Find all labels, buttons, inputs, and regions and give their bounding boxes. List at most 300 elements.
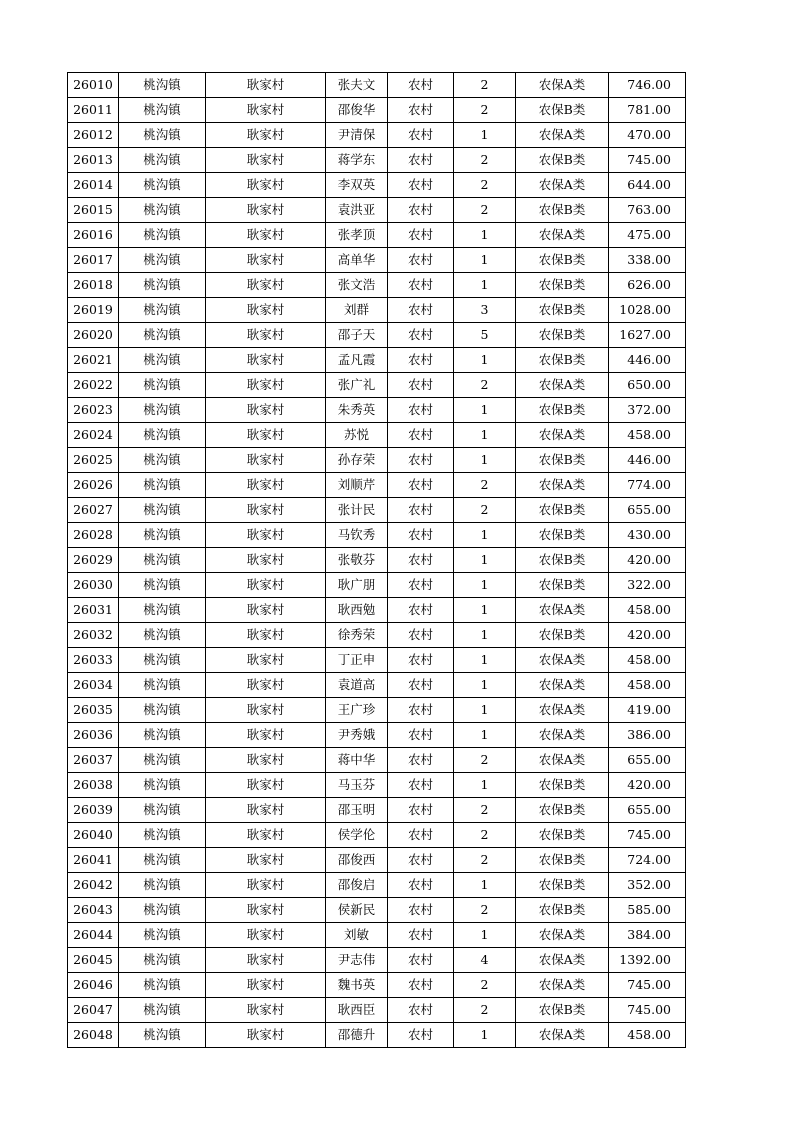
table-row <box>68 198 686 223</box>
table-row <box>68 698 686 723</box>
count-cell: 5 <box>454 323 516 348</box>
id-cell: 26016 <box>68 223 119 248</box>
count-cell: 4 <box>454 948 516 973</box>
table-row <box>68 448 686 473</box>
area-type-cell: 农村 <box>388 573 454 598</box>
category-cell: 农保A类 <box>516 173 609 198</box>
count-cell: 2 <box>454 798 516 823</box>
village-cell: 耿家村 <box>206 498 326 523</box>
name-cell: 马钦秀 <box>326 523 388 548</box>
count-cell: 2 <box>454 198 516 223</box>
town-cell: 桃沟镇 <box>119 198 206 223</box>
id-cell: 26043 <box>68 898 119 923</box>
village-cell: 耿家村 <box>206 948 326 973</box>
area-type-cell: 农村 <box>388 873 454 898</box>
area-type-cell: 农村 <box>388 148 454 173</box>
amount-cell: 745.00 <box>609 973 686 998</box>
category-cell: 农保A类 <box>516 973 609 998</box>
table-row <box>68 623 686 648</box>
category-cell: 农保B类 <box>516 323 609 348</box>
area-type-cell: 农村 <box>388 898 454 923</box>
id-cell: 26011 <box>68 98 119 123</box>
id-cell: 26027 <box>68 498 119 523</box>
amount-cell: 774.00 <box>609 473 686 498</box>
village-cell: 耿家村 <box>206 523 326 548</box>
name-cell: 丁正申 <box>326 648 388 673</box>
id-cell: 26029 <box>68 548 119 573</box>
village-cell: 耿家村 <box>206 373 326 398</box>
count-cell: 1 <box>454 448 516 473</box>
amount-cell: 352.00 <box>609 873 686 898</box>
category-cell: 农保A类 <box>516 748 609 773</box>
id-cell: 26037 <box>68 748 119 773</box>
name-cell: 蒋学东 <box>326 148 388 173</box>
amount-cell: 419.00 <box>609 698 686 723</box>
category-cell: 农保A类 <box>516 698 609 723</box>
table-row <box>68 123 686 148</box>
table-row <box>68 373 686 398</box>
data-table <box>67 72 686 1048</box>
town-cell: 桃沟镇 <box>119 823 206 848</box>
village-cell: 耿家村 <box>206 273 326 298</box>
area-type-cell: 农村 <box>388 323 454 348</box>
table-row <box>68 773 686 798</box>
id-cell: 26038 <box>68 773 119 798</box>
category-cell: 农保B类 <box>516 823 609 848</box>
town-cell: 桃沟镇 <box>119 173 206 198</box>
town-cell: 桃沟镇 <box>119 273 206 298</box>
name-cell: 邵德升 <box>326 1023 388 1048</box>
town-cell: 桃沟镇 <box>119 423 206 448</box>
table-row <box>68 148 686 173</box>
name-cell: 蒋中华 <box>326 748 388 773</box>
count-cell: 1 <box>454 223 516 248</box>
amount-cell: 420.00 <box>609 623 686 648</box>
category-cell: 农保B类 <box>516 398 609 423</box>
amount-cell: 338.00 <box>609 248 686 273</box>
area-type-cell: 农村 <box>388 98 454 123</box>
table-row <box>68 348 686 373</box>
amount-cell: 745.00 <box>609 998 686 1023</box>
category-cell: 农保B类 <box>516 148 609 173</box>
category-cell: 农保A类 <box>516 423 609 448</box>
village-cell: 耿家村 <box>206 998 326 1023</box>
category-cell: 农保B类 <box>516 298 609 323</box>
table-row <box>68 98 686 123</box>
id-cell: 26021 <box>68 348 119 373</box>
amount-cell: 322.00 <box>609 573 686 598</box>
table-row <box>68 823 686 848</box>
town-cell: 桃沟镇 <box>119 323 206 348</box>
name-cell: 邵俊启 <box>326 873 388 898</box>
area-type-cell: 农村 <box>388 548 454 573</box>
amount-cell: 746.00 <box>609 73 686 98</box>
area-type-cell: 农村 <box>388 948 454 973</box>
table-row <box>68 998 686 1023</box>
area-type-cell: 农村 <box>388 373 454 398</box>
area-type-cell: 农村 <box>388 598 454 623</box>
village-cell: 耿家村 <box>206 148 326 173</box>
town-cell: 桃沟镇 <box>119 148 206 173</box>
table-row <box>68 248 686 273</box>
area-type-cell: 农村 <box>388 498 454 523</box>
category-cell: 农保B类 <box>516 523 609 548</box>
table-row <box>68 723 686 748</box>
category-cell: 农保B类 <box>516 998 609 1023</box>
category-cell: 农保A类 <box>516 123 609 148</box>
amount-cell: 446.00 <box>609 348 686 373</box>
area-type-cell: 农村 <box>388 648 454 673</box>
count-cell: 1 <box>454 673 516 698</box>
village-cell: 耿家村 <box>206 723 326 748</box>
name-cell: 邵子天 <box>326 323 388 348</box>
count-cell: 1 <box>454 523 516 548</box>
amount-cell: 655.00 <box>609 498 686 523</box>
count-cell: 1 <box>454 348 516 373</box>
id-cell: 26017 <box>68 248 119 273</box>
amount-cell: 430.00 <box>609 523 686 548</box>
id-cell: 26012 <box>68 123 119 148</box>
amount-cell: 1627.00 <box>609 323 686 348</box>
name-cell: 张夫文 <box>326 73 388 98</box>
id-cell: 26014 <box>68 173 119 198</box>
village-cell: 耿家村 <box>206 748 326 773</box>
category-cell: 农保A类 <box>516 373 609 398</box>
count-cell: 1 <box>454 773 516 798</box>
area-type-cell: 农村 <box>388 348 454 373</box>
category-cell: 农保A类 <box>516 948 609 973</box>
town-cell: 桃沟镇 <box>119 248 206 273</box>
village-cell: 耿家村 <box>206 248 326 273</box>
table-row <box>68 973 686 998</box>
category-cell: 农保B类 <box>516 273 609 298</box>
amount-cell: 458.00 <box>609 648 686 673</box>
area-type-cell: 农村 <box>388 398 454 423</box>
category-cell: 农保B类 <box>516 623 609 648</box>
count-cell: 2 <box>454 748 516 773</box>
village-cell: 耿家村 <box>206 973 326 998</box>
village-cell: 耿家村 <box>206 398 326 423</box>
village-cell: 耿家村 <box>206 448 326 473</box>
category-cell: 农保B类 <box>516 548 609 573</box>
village-cell: 耿家村 <box>206 773 326 798</box>
name-cell: 张计民 <box>326 498 388 523</box>
count-cell: 3 <box>454 298 516 323</box>
count-cell: 1 <box>454 548 516 573</box>
id-cell: 26032 <box>68 623 119 648</box>
amount-cell: 585.00 <box>609 898 686 923</box>
name-cell: 尹清保 <box>326 123 388 148</box>
category-cell: 农保B类 <box>516 773 609 798</box>
table-row <box>68 673 686 698</box>
village-cell: 耿家村 <box>206 73 326 98</box>
category-cell: 农保A类 <box>516 473 609 498</box>
name-cell: 耿西勉 <box>326 598 388 623</box>
id-cell: 26048 <box>68 1023 119 1048</box>
area-type-cell: 农村 <box>388 773 454 798</box>
area-type-cell: 农村 <box>388 1023 454 1048</box>
name-cell: 尹志伟 <box>326 948 388 973</box>
name-cell: 孟凡霞 <box>326 348 388 373</box>
category-cell: 农保A类 <box>516 73 609 98</box>
name-cell: 袁洪亚 <box>326 198 388 223</box>
id-cell: 26036 <box>68 723 119 748</box>
area-type-cell: 农村 <box>388 998 454 1023</box>
count-cell: 1 <box>454 698 516 723</box>
count-cell: 1 <box>454 273 516 298</box>
table-row <box>68 173 686 198</box>
name-cell: 苏悦 <box>326 423 388 448</box>
id-cell: 26024 <box>68 423 119 448</box>
name-cell: 李双英 <box>326 173 388 198</box>
area-type-cell: 农村 <box>388 198 454 223</box>
category-cell: 农保B类 <box>516 448 609 473</box>
id-cell: 26034 <box>68 673 119 698</box>
count-cell: 2 <box>454 898 516 923</box>
village-cell: 耿家村 <box>206 648 326 673</box>
id-cell: 26020 <box>68 323 119 348</box>
name-cell: 邵俊西 <box>326 848 388 873</box>
id-cell: 26044 <box>68 923 119 948</box>
count-cell: 1 <box>454 423 516 448</box>
id-cell: 26025 <box>68 448 119 473</box>
town-cell: 桃沟镇 <box>119 73 206 98</box>
village-cell: 耿家村 <box>206 573 326 598</box>
count-cell: 1 <box>454 598 516 623</box>
town-cell: 桃沟镇 <box>119 373 206 398</box>
area-type-cell: 农村 <box>388 248 454 273</box>
town-cell: 桃沟镇 <box>119 923 206 948</box>
count-cell: 1 <box>454 123 516 148</box>
category-cell: 农保B类 <box>516 348 609 373</box>
id-cell: 26033 <box>68 648 119 673</box>
name-cell: 袁道高 <box>326 673 388 698</box>
area-type-cell: 农村 <box>388 298 454 323</box>
count-cell: 1 <box>454 1023 516 1048</box>
name-cell: 耿西臣 <box>326 998 388 1023</box>
id-cell: 26028 <box>68 523 119 548</box>
amount-cell: 458.00 <box>609 598 686 623</box>
town-cell: 桃沟镇 <box>119 1023 206 1048</box>
category-cell: 农保A类 <box>516 923 609 948</box>
village-cell: 耿家村 <box>206 298 326 323</box>
count-cell: 2 <box>454 848 516 873</box>
village-cell: 耿家村 <box>206 223 326 248</box>
table-row <box>68 923 686 948</box>
town-cell: 桃沟镇 <box>119 473 206 498</box>
town-cell: 桃沟镇 <box>119 498 206 523</box>
village-cell: 耿家村 <box>206 673 326 698</box>
name-cell: 高单华 <box>326 248 388 273</box>
category-cell: 农保B类 <box>516 898 609 923</box>
town-cell: 桃沟镇 <box>119 648 206 673</box>
count-cell: 2 <box>454 998 516 1023</box>
count-cell: 1 <box>454 873 516 898</box>
village-cell: 耿家村 <box>206 898 326 923</box>
amount-cell: 745.00 <box>609 148 686 173</box>
count-cell: 2 <box>454 148 516 173</box>
amount-cell: 650.00 <box>609 373 686 398</box>
category-cell: 农保B类 <box>516 498 609 523</box>
area-type-cell: 农村 <box>388 698 454 723</box>
town-cell: 桃沟镇 <box>119 748 206 773</box>
town-cell: 桃沟镇 <box>119 348 206 373</box>
count-cell: 2 <box>454 498 516 523</box>
area-type-cell: 农村 <box>388 448 454 473</box>
amount-cell: 781.00 <box>609 98 686 123</box>
amount-cell: 458.00 <box>609 1023 686 1048</box>
area-type-cell: 农村 <box>388 473 454 498</box>
town-cell: 桃沟镇 <box>119 573 206 598</box>
town-cell: 桃沟镇 <box>119 598 206 623</box>
amount-cell: 446.00 <box>609 448 686 473</box>
table-row <box>68 323 686 348</box>
village-cell: 耿家村 <box>206 623 326 648</box>
village-cell: 耿家村 <box>206 198 326 223</box>
category-cell: 农保A类 <box>516 673 609 698</box>
table-row <box>68 398 686 423</box>
area-type-cell: 农村 <box>388 173 454 198</box>
name-cell: 邵玉明 <box>326 798 388 823</box>
amount-cell: 420.00 <box>609 548 686 573</box>
table-row <box>68 898 686 923</box>
category-cell: 农保B类 <box>516 873 609 898</box>
village-cell: 耿家村 <box>206 923 326 948</box>
table-row <box>68 423 686 448</box>
town-cell: 桃沟镇 <box>119 873 206 898</box>
id-cell: 26019 <box>68 298 119 323</box>
village-cell: 耿家村 <box>206 848 326 873</box>
category-cell: 农保B类 <box>516 848 609 873</box>
count-cell: 1 <box>454 248 516 273</box>
table-row <box>68 473 686 498</box>
village-cell: 耿家村 <box>206 798 326 823</box>
area-type-cell: 农村 <box>388 748 454 773</box>
table-row <box>68 298 686 323</box>
id-cell: 26031 <box>68 598 119 623</box>
category-cell: 农保A类 <box>516 223 609 248</box>
name-cell: 张孝顶 <box>326 223 388 248</box>
id-cell: 26018 <box>68 273 119 298</box>
town-cell: 桃沟镇 <box>119 398 206 423</box>
name-cell: 朱秀英 <box>326 398 388 423</box>
town-cell: 桃沟镇 <box>119 523 206 548</box>
table-row <box>68 548 686 573</box>
amount-cell: 384.00 <box>609 923 686 948</box>
name-cell: 魏书英 <box>326 973 388 998</box>
amount-cell: 386.00 <box>609 723 686 748</box>
area-type-cell: 农村 <box>388 823 454 848</box>
town-cell: 桃沟镇 <box>119 998 206 1023</box>
category-cell: 农保B类 <box>516 198 609 223</box>
village-cell: 耿家村 <box>206 423 326 448</box>
name-cell: 张广礼 <box>326 373 388 398</box>
area-type-cell: 农村 <box>388 223 454 248</box>
village-cell: 耿家村 <box>206 348 326 373</box>
amount-cell: 420.00 <box>609 773 686 798</box>
category-cell: 农保A类 <box>516 648 609 673</box>
table-row <box>68 748 686 773</box>
category-cell: 农保B类 <box>516 573 609 598</box>
area-type-cell: 农村 <box>388 73 454 98</box>
name-cell: 刘群 <box>326 298 388 323</box>
category-cell: 农保B类 <box>516 98 609 123</box>
id-cell: 26042 <box>68 873 119 898</box>
amount-cell: 458.00 <box>609 423 686 448</box>
table-row <box>68 598 686 623</box>
village-cell: 耿家村 <box>206 823 326 848</box>
amount-cell: 1392.00 <box>609 948 686 973</box>
town-cell: 桃沟镇 <box>119 723 206 748</box>
table-row <box>68 573 686 598</box>
town-cell: 桃沟镇 <box>119 673 206 698</box>
amount-cell: 475.00 <box>609 223 686 248</box>
town-cell: 桃沟镇 <box>119 448 206 473</box>
amount-cell: 745.00 <box>609 823 686 848</box>
town-cell: 桃沟镇 <box>119 548 206 573</box>
table-row <box>68 273 686 298</box>
id-cell: 26040 <box>68 823 119 848</box>
id-cell: 26030 <box>68 573 119 598</box>
count-cell: 2 <box>454 823 516 848</box>
id-cell: 26047 <box>68 998 119 1023</box>
area-type-cell: 农村 <box>388 973 454 998</box>
id-cell: 26046 <box>68 973 119 998</box>
amount-cell: 763.00 <box>609 198 686 223</box>
count-cell: 1 <box>454 623 516 648</box>
table-row <box>68 223 686 248</box>
name-cell: 侯新民 <box>326 898 388 923</box>
count-cell: 2 <box>454 473 516 498</box>
count-cell: 1 <box>454 573 516 598</box>
town-cell: 桃沟镇 <box>119 623 206 648</box>
amount-cell: 724.00 <box>609 848 686 873</box>
id-cell: 26035 <box>68 698 119 723</box>
category-cell: 农保B类 <box>516 798 609 823</box>
village-cell: 耿家村 <box>206 123 326 148</box>
area-type-cell: 农村 <box>388 723 454 748</box>
category-cell: 农保B类 <box>516 248 609 273</box>
count-cell: 2 <box>454 173 516 198</box>
name-cell: 张文浩 <box>326 273 388 298</box>
town-cell: 桃沟镇 <box>119 848 206 873</box>
amount-cell: 372.00 <box>609 398 686 423</box>
amount-cell: 1028.00 <box>609 298 686 323</box>
town-cell: 桃沟镇 <box>119 898 206 923</box>
id-cell: 26022 <box>68 373 119 398</box>
count-cell: 1 <box>454 923 516 948</box>
area-type-cell: 农村 <box>388 923 454 948</box>
table-row <box>68 848 686 873</box>
name-cell: 刘敏 <box>326 923 388 948</box>
name-cell: 邵俊华 <box>326 98 388 123</box>
town-cell: 桃沟镇 <box>119 98 206 123</box>
town-cell: 桃沟镇 <box>119 698 206 723</box>
category-cell: 农保A类 <box>516 598 609 623</box>
area-type-cell: 农村 <box>388 798 454 823</box>
area-type-cell: 农村 <box>388 273 454 298</box>
area-type-cell: 农村 <box>388 123 454 148</box>
town-cell: 桃沟镇 <box>119 298 206 323</box>
town-cell: 桃沟镇 <box>119 798 206 823</box>
id-cell: 26013 <box>68 148 119 173</box>
village-cell: 耿家村 <box>206 473 326 498</box>
name-cell: 尹秀娥 <box>326 723 388 748</box>
name-cell: 王广珍 <box>326 698 388 723</box>
town-cell: 桃沟镇 <box>119 123 206 148</box>
count-cell: 1 <box>454 648 516 673</box>
name-cell: 刘顺芹 <box>326 473 388 498</box>
